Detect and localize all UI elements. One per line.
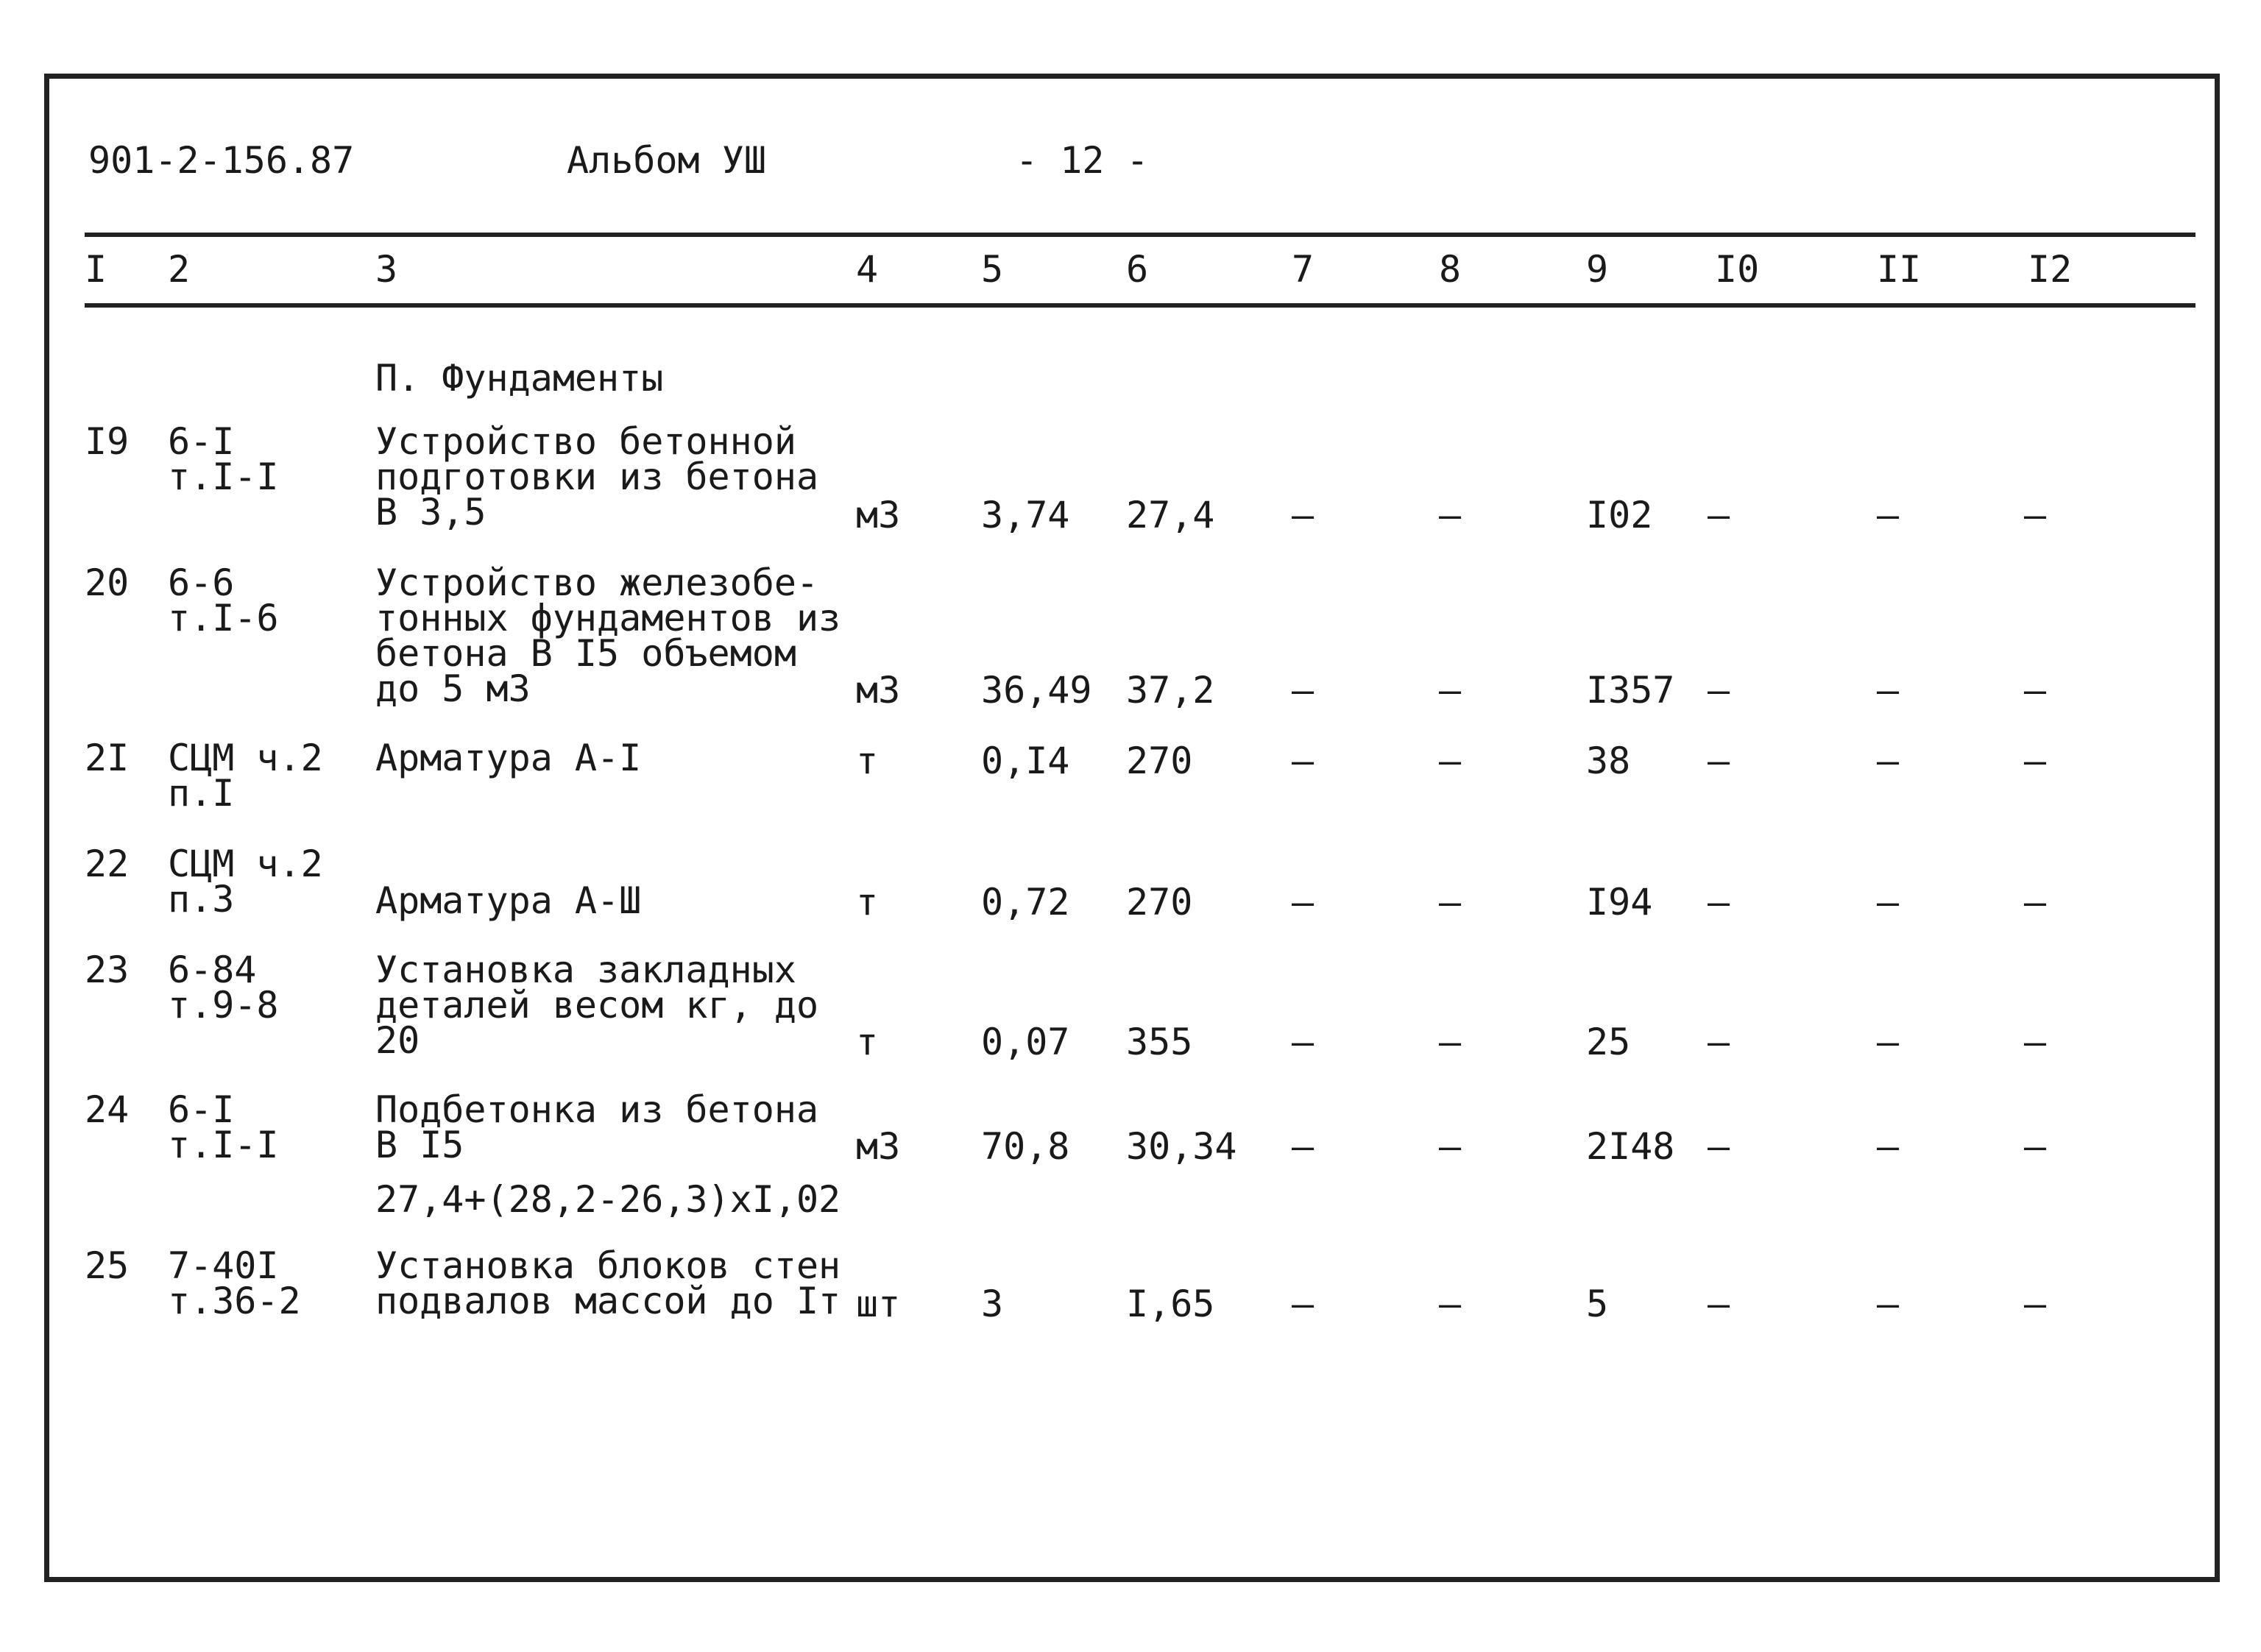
row-col12: – — [2024, 669, 2047, 712]
row-col9: 38 — [1586, 740, 1631, 782]
row-code-line: 7-40I — [168, 1244, 279, 1287]
column-number: 9 — [1586, 248, 1609, 291]
row-number: 20 — [85, 561, 130, 604]
row-formula: 27,4+(28,2-26,3)хI,02 — [375, 1178, 841, 1221]
row-unit: т — [856, 1021, 879, 1063]
column-number: 2 — [168, 248, 191, 291]
row-price: 27,4 — [1126, 494, 1215, 536]
row-col8: – — [1439, 1125, 1462, 1168]
row-col10: – — [1708, 881, 1730, 924]
row-number: 25 — [85, 1244, 130, 1287]
column-number: II — [1877, 248, 1922, 291]
row-code-line: 6-I — [168, 1088, 235, 1131]
row-col8: – — [1439, 1283, 1462, 1325]
row-col12: – — [2024, 1283, 2047, 1325]
row-col10: – — [1708, 494, 1730, 536]
row-col7: – — [1292, 494, 1315, 536]
row-quantity: 36,49 — [981, 669, 1092, 712]
row-unit: шт — [856, 1283, 901, 1325]
row-price: 270 — [1126, 740, 1193, 782]
row-description-line: Подбетонка из бетона — [375, 1088, 819, 1131]
row-col7: – — [1292, 740, 1315, 782]
row-quantity: 0,I4 — [981, 740, 1070, 782]
page-number: - 12 - — [1016, 139, 1149, 182]
row-quantity: 70,8 — [981, 1125, 1070, 1168]
column-number: 6 — [1126, 248, 1149, 291]
row-col12: – — [2024, 881, 2047, 924]
row-col9: I94 — [1586, 881, 1653, 924]
row-col11: – — [1877, 669, 1900, 712]
row-description-line: бетона В I5 объемом — [375, 632, 796, 675]
row-price: I,65 — [1126, 1283, 1215, 1325]
row-code-line: т.I-I — [168, 1124, 279, 1166]
row-unit: м3 — [856, 1125, 901, 1168]
row-description-line: В 3,5 — [375, 491, 486, 533]
row-code-line: СЦМ ч.2 — [168, 737, 323, 779]
row-description-line: 20 — [375, 1019, 420, 1062]
row-col10: – — [1708, 669, 1730, 712]
row-col12: – — [2024, 494, 2047, 536]
row-price: 270 — [1126, 881, 1193, 924]
row-col7: – — [1292, 881, 1315, 924]
row-unit: м3 — [856, 494, 901, 536]
row-code-line: т.36-2 — [168, 1280, 301, 1322]
row-price: 30,34 — [1126, 1125, 1237, 1168]
row-description-line: подвалов массой до Iт — [375, 1280, 841, 1322]
row-col11: – — [1877, 740, 1900, 782]
row-description-line: деталей весом кг, до — [375, 984, 819, 1027]
row-col10: – — [1708, 1283, 1730, 1325]
row-number: 24 — [85, 1088, 130, 1131]
row-code-line: т.I-6 — [168, 597, 279, 639]
album-label: Альбом УШ — [567, 139, 766, 182]
row-col8: – — [1439, 494, 1462, 536]
row-col7: – — [1292, 669, 1315, 712]
row-col8: – — [1439, 669, 1462, 712]
row-col8: – — [1439, 1021, 1462, 1063]
row-col11: – — [1877, 1125, 1900, 1168]
row-col11: – — [1877, 881, 1900, 924]
column-number: 8 — [1439, 248, 1462, 291]
row-description-line: Установка блоков стен — [375, 1244, 841, 1287]
row-code-line: СЦМ ч.2 — [168, 843, 323, 885]
row-price: 355 — [1126, 1021, 1193, 1063]
row-unit: т — [856, 881, 879, 924]
row-col9: 25 — [1586, 1021, 1631, 1063]
row-col7: – — [1292, 1125, 1315, 1168]
row-code-line: п.3 — [168, 878, 235, 921]
row-price: 37,2 — [1126, 669, 1215, 712]
section-title: П. Фундаменты — [375, 357, 664, 400]
row-code-line: 6-84 — [168, 949, 257, 991]
column-number: 7 — [1292, 248, 1315, 291]
row-unit: м3 — [856, 669, 901, 712]
row-col9: I357 — [1586, 669, 1675, 712]
row-number: 22 — [85, 843, 130, 885]
row-col9: I02 — [1586, 494, 1653, 536]
row-col9: 5 — [1586, 1283, 1609, 1325]
row-col8: – — [1439, 740, 1462, 782]
row-description-line: Устройство бетонной — [375, 420, 796, 463]
row-col11: – — [1877, 1283, 1900, 1325]
row-description-line: Арматура А-I — [375, 737, 642, 779]
doc-code: 901-2-156.87 — [88, 139, 355, 182]
row-col12: – — [2024, 1021, 2047, 1063]
row-code-line: 6-I — [168, 420, 235, 463]
row-description-line: Устройство железобе- — [375, 561, 819, 604]
row-number: 2I — [85, 737, 130, 779]
column-number: 4 — [856, 248, 879, 291]
row-unit: т — [856, 740, 879, 782]
row-quantity: 0,72 — [981, 881, 1070, 924]
row-description-line: Арматура А-Ш — [375, 879, 642, 922]
row-col12: – — [2024, 740, 2047, 782]
column-number: 5 — [981, 248, 1004, 291]
row-description-line: Установка закладных — [375, 949, 796, 991]
row-code-line: 6-6 — [168, 561, 235, 604]
row-description-line: подготовки из бетона — [375, 455, 819, 498]
column-number: I0 — [1715, 248, 1760, 291]
page-frame — [44, 74, 2220, 1582]
row-col10: – — [1708, 740, 1730, 782]
row-description-line: тонных фундаментов из — [375, 597, 841, 639]
row-col11: – — [1877, 494, 1900, 536]
row-col7: – — [1292, 1283, 1315, 1325]
row-code-line: п.I — [168, 772, 235, 815]
row-col7: – — [1292, 1021, 1315, 1063]
row-number: I9 — [85, 420, 130, 463]
row-col10: – — [1708, 1021, 1730, 1063]
row-code-line: т.9-8 — [168, 984, 279, 1027]
row-description-line: до 5 м3 — [375, 667, 531, 710]
row-col8: – — [1439, 881, 1462, 924]
row-col9: 2I48 — [1586, 1125, 1675, 1168]
column-number: I — [85, 248, 107, 291]
row-col10: – — [1708, 1125, 1730, 1168]
row-quantity: 0,07 — [981, 1021, 1070, 1063]
header-rule-bottom — [85, 303, 2195, 308]
row-code-line: т.I-I — [168, 455, 279, 498]
row-number: 23 — [85, 949, 130, 991]
row-col11: – — [1877, 1021, 1900, 1063]
column-number: 3 — [375, 248, 398, 291]
column-number: I2 — [2028, 248, 2073, 291]
header-rule-top — [85, 233, 2195, 237]
row-description-line: В I5 — [375, 1124, 464, 1166]
row-quantity: 3 — [981, 1283, 1004, 1325]
row-col12: – — [2024, 1125, 2047, 1168]
row-quantity: 3,74 — [981, 494, 1070, 536]
